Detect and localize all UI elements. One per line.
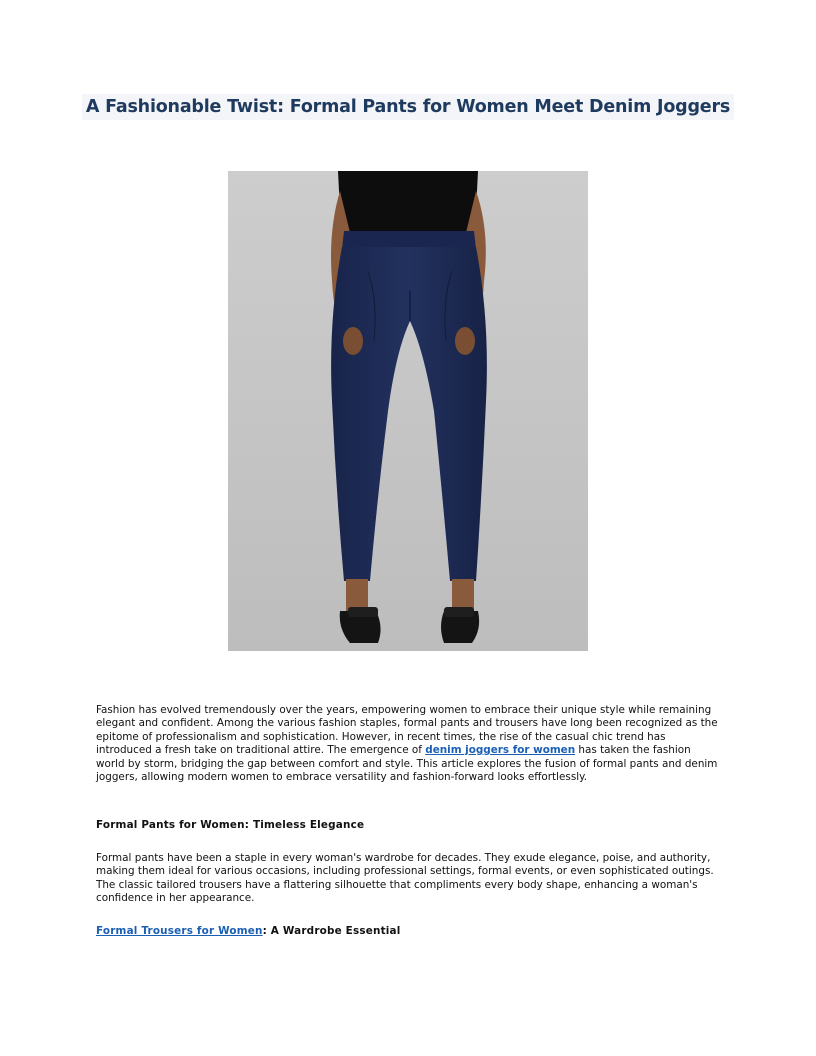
denim-joggers-link[interactable]: denim joggers for women [425,744,576,757]
section-heading-formal-pants: Formal Pants for Women: Timeless Elegance [96,819,365,831]
intro-text-before-link: Fashion has evolved tremendously over the years, empowering women to embrace their unique style while remaining elegant and confident. Among the various fashion staples, formal pants and trousers have long been recognized as the epitome of professionalism and sophistication. However, in recent times, the rise of the casual chic trend has introduced a fresh take on traditional attire. The emergence of [96,704,718,757]
article-title: A Fashionable Twist: Formal Pants for Women Meet Denim Joggers [82,94,734,120]
title-container [0,94,816,120]
product-photo [228,171,588,651]
section-heading-formal-trousers [96,925,401,937]
intro-text-after-link: has taken the fashion world by storm, bridging the gap between comfort and style. This article explores the fusion of formal pants and denim joggers, allowing modern women to embrace versatility and fashion-forward looks effortlessly. [96,744,718,784]
formal-trousers-heading-rest: : A Wardrobe Essential [262,925,401,937]
navy-formal-pants-image [228,171,588,651]
formal-trousers-link[interactable]: Formal Trousers for Women [96,925,263,937]
intro-paragraph [96,704,721,784]
formal-pants-paragraph: Formal pants have been a staple in every woman's wardrobe for decades. They exude elegance, poise, and authority, making them ideal for various occasions, including professional settings, formal events, or even sophisticated outings. The classic tailored trousers have a flattering silhouette that compliments every body shape, enhancing a woman's confidence in her appearance. [96,852,714,905]
